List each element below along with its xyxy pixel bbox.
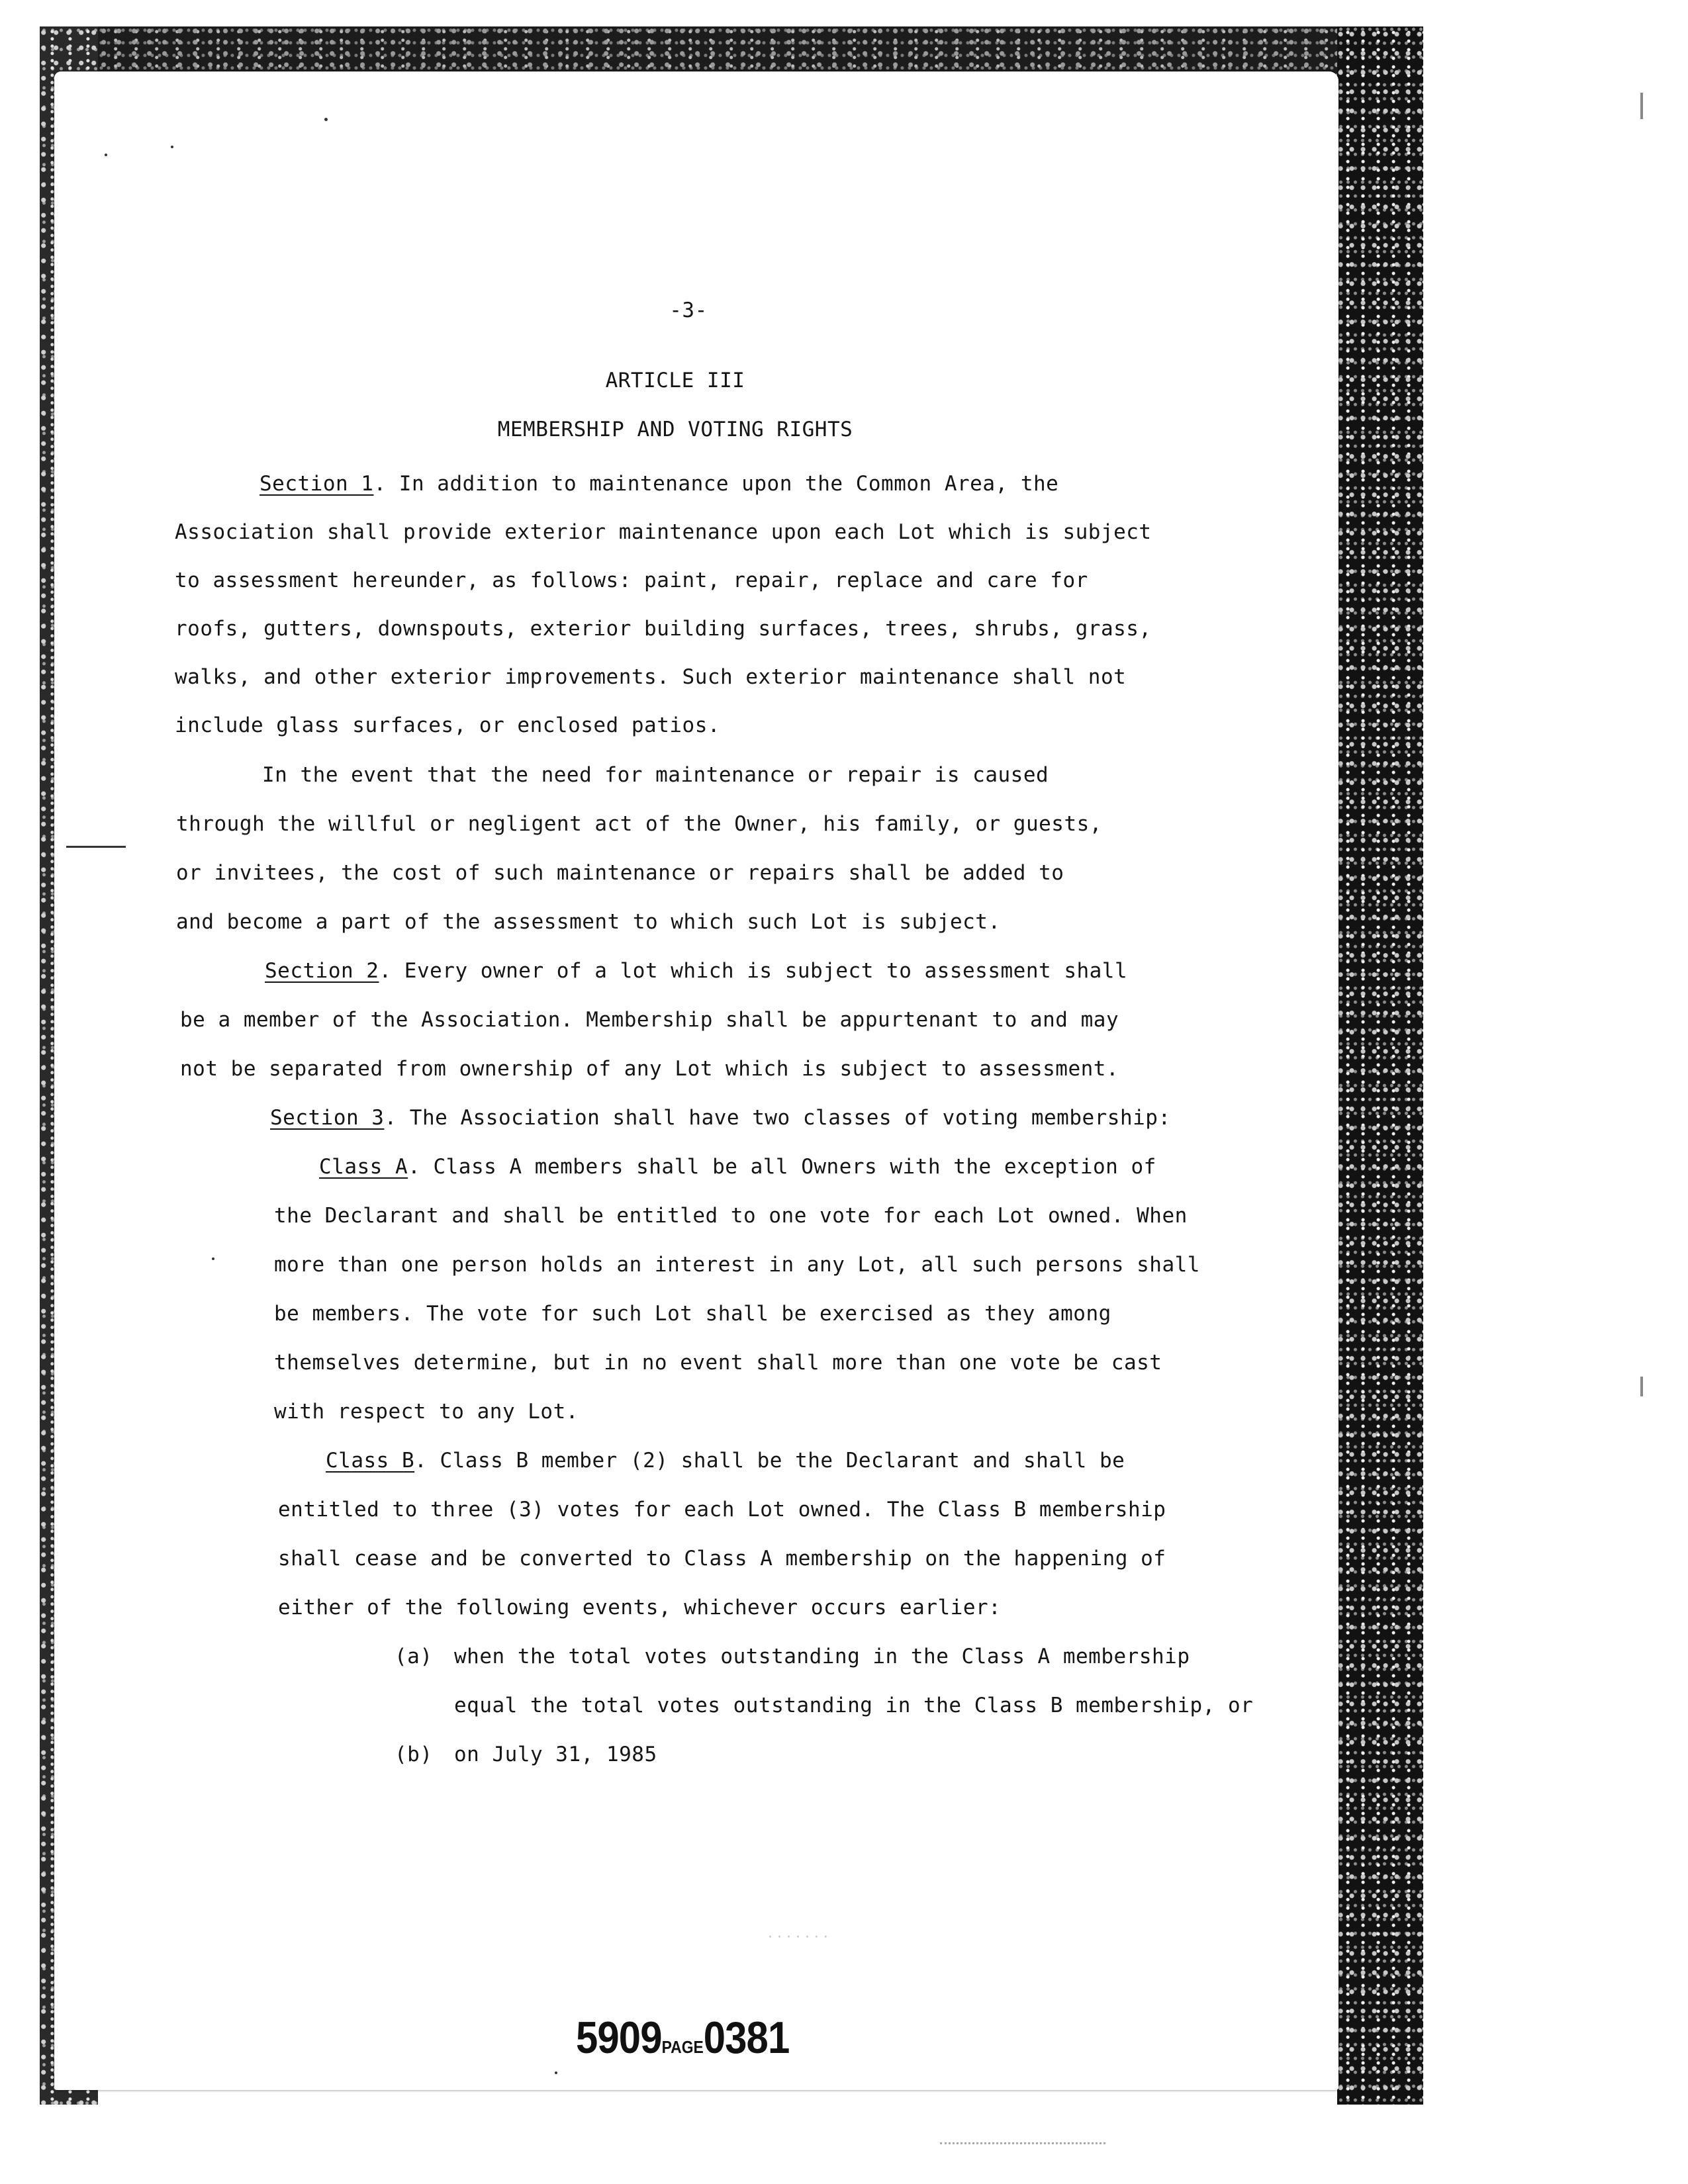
section-1-first-line: Section 1. In addition to maintenance upon the Common Area, the (259, 472, 1059, 496)
section-1-heading: Section 1 (259, 472, 374, 496)
class-b-line: shall cease and be converted to Class A membership on the happening of (278, 1547, 1166, 1570)
stamp-page-number: 0381 (703, 2013, 790, 2063)
class-a-line: with respect to any Lot. (274, 1400, 579, 1424)
class-b-first-line: Class B. Class B member (2) shall be the Declarant and shall be (326, 1449, 1125, 1473)
page-label: PAGE (661, 2037, 704, 2057)
section-2-first-line: Section 2. Every owner of a lot which is subject to assessment shall (265, 959, 1128, 983)
scan-speck (324, 118, 328, 121)
section-2-line: be a member of the Association. Membership shall be appurtenant to and may (180, 1008, 1119, 1032)
section-1-line: to assessment hereunder, as follows: paint, repair, replace and care for (175, 569, 1088, 592)
section-1-line: Association shall provide exterior maintenance upon each Lot which is subject (175, 520, 1152, 544)
edge-mark (1640, 93, 1643, 119)
page-number: -3- (669, 298, 708, 322)
section-2-heading: Section 2 (265, 959, 379, 983)
class-b-heading: Class B (326, 1449, 415, 1473)
class-a-line: the Declarant and shall be entitled to one vote for each Lot owned. When (274, 1204, 1188, 1228)
section-1-line: include glass surfaces, or enclosed patios. (175, 713, 721, 737)
class-b-line: entitled to three (3) votes for each Lot owned. The Class B membership (278, 1498, 1166, 1522)
faint-bleed-through: · · · · · · · (768, 1929, 828, 1946)
book-page-stamp (576, 2012, 789, 2064)
margin-mark (66, 846, 126, 848)
edge-mark (1640, 1377, 1643, 1396)
section-2-line: not be separated from ownership of any Lot which is subject to assessment. (180, 1057, 1119, 1081)
class-a-heading: Class A (319, 1155, 408, 1179)
scan-speck (171, 146, 173, 148)
section-3-heading: Section 3 (270, 1106, 385, 1130)
section-1-line: walks, and other exterior improvements. Such exterior maintenance shall not (175, 665, 1127, 689)
scan-speck (212, 1257, 214, 1260)
edge-mark (940, 2142, 1105, 2144)
scan-speck (105, 154, 107, 156)
section-1-paragraph-2-line: In the event that the need for maintenance or repair is caused (262, 763, 1049, 787)
class-a-line: themselves determine, but in no event shall more than one vote be cast (274, 1351, 1162, 1375)
book-number: 5909 (576, 2013, 662, 2063)
scan-border-right (1337, 26, 1423, 2105)
class-a-line: be members. The vote for such Lot shall be exercised as they among (274, 1302, 1111, 1326)
list-item-a-line: equal the total votes outstanding in the Class B membership, or (454, 1694, 1254, 1717)
class-a-line: more than one person holds an interest in any Lot, all such persons shall (274, 1253, 1200, 1277)
section-1-paragraph-2-line: or invitees, the cost of such maintenance or repairs shall be added to (176, 861, 1064, 885)
article-title: ARTICLE III (605, 369, 745, 392)
article-subtitle: MEMBERSHIP AND VOTING RIGHTS (497, 418, 853, 441)
scan-speck (555, 2071, 557, 2074)
list-item-marker-a: (a) (395, 1645, 433, 1668)
class-a-first-line: Class A. Class A members shall be all Owners with the exception of (319, 1155, 1156, 1179)
section-1-paragraph-2-line: and become a part of the assessment to which such Lot is subject. (176, 910, 1001, 934)
list-item-b-line: on July 31, 1985 (454, 1743, 657, 1766)
section-1-paragraph-2-line: through the willful or negligent act of the Owner, his family, or guests, (176, 812, 1102, 836)
class-b-line: either of the following events, whichever occurs earlier: (278, 1596, 1002, 1619)
list-item-a-line: when the total votes outstanding in the Class A membership (454, 1645, 1190, 1668)
section-3-first-line: Section 3. The Association shall have two classes of voting membership: (270, 1106, 1171, 1130)
list-item-marker-b: (b) (395, 1743, 433, 1766)
section-1-line: roofs, gutters, downspouts, exterior building surfaces, trees, shrubs, grass, (175, 617, 1152, 641)
